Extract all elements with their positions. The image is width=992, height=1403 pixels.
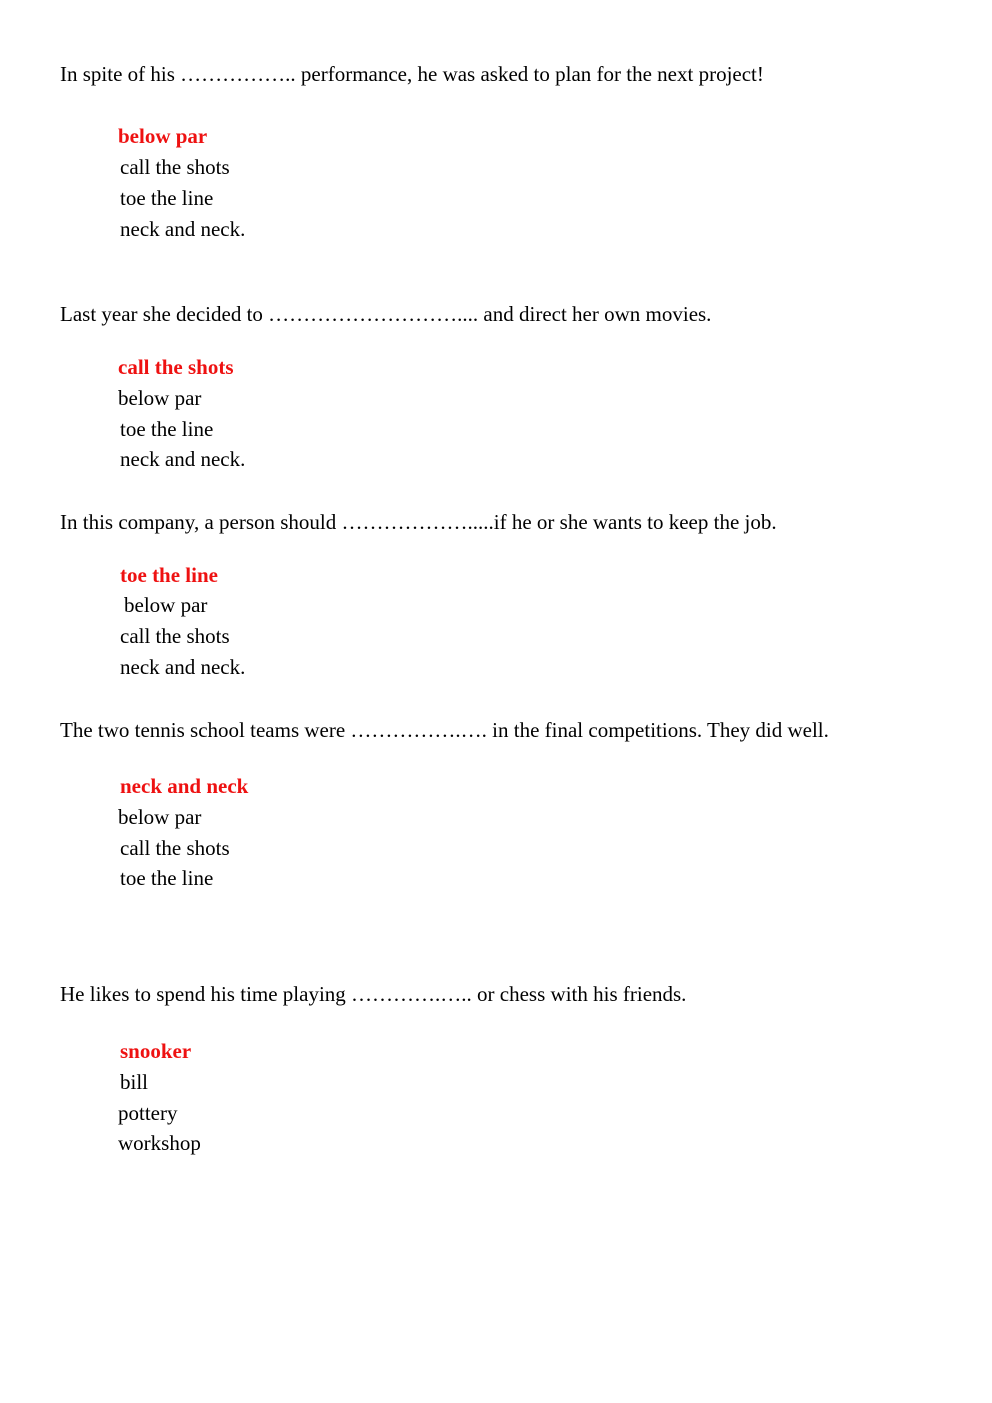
- question-5-option-2: pottery: [118, 1101, 178, 1125]
- question-4-option-2: call the shots: [120, 836, 230, 860]
- question-3-option-3: neck and neck.: [120, 655, 246, 679]
- question-5-option-1: bill: [120, 1070, 149, 1094]
- question-4-option-3: toe the line: [120, 866, 214, 890]
- question-3-option-2: call the shots: [120, 624, 230, 648]
- question-2-answer: call the shots: [118, 355, 234, 379]
- question-3-answer: toe the line: [120, 563, 218, 587]
- question-1-answer: below par: [118, 124, 208, 148]
- question-5-sentence: He likes to spend his time playing ………….….. or chess with his friends.: [60, 982, 687, 1006]
- question-1-sentence: In spite of his …………….. performance, he was asked to plan for the next project!: [60, 62, 764, 86]
- question-2-option-2: toe the line: [120, 417, 214, 441]
- question-5-answer: snooker: [120, 1039, 192, 1063]
- question-2-option-3: neck and neck.: [120, 447, 246, 471]
- question-2-option-1: below par: [118, 386, 202, 410]
- question-4-answer: neck and neck: [120, 774, 249, 798]
- question-1-option-3: neck and neck.: [120, 217, 246, 241]
- question-1-option-2: toe the line: [120, 186, 214, 210]
- question-1-option-1: call the shots: [120, 155, 230, 179]
- question-2-sentence: Last year she decided to ……………………….... and direct her own movies.: [60, 302, 712, 326]
- question-4-option-1: below par: [118, 805, 202, 829]
- question-4-sentence: The two tennis school teams were …………….…. in the final competitions. They did well.: [60, 718, 829, 742]
- question-3-sentence: In this company, a person should ……………….....if he or she wants to keep the job.: [60, 510, 777, 534]
- question-5-option-3: workshop: [118, 1131, 201, 1155]
- question-3-option-1: below par: [124, 593, 208, 617]
